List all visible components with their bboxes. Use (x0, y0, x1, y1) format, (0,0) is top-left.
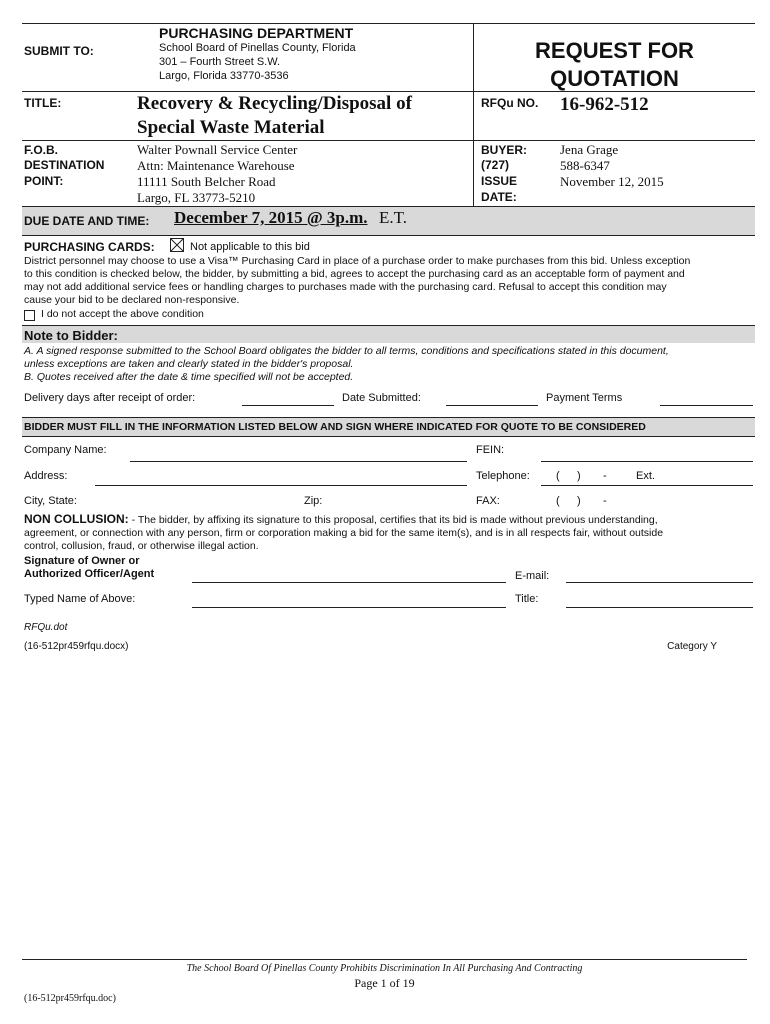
typed-name-field[interactable] (192, 607, 506, 608)
due-date-value: December 7, 2015 @ 3p.m. (174, 208, 368, 227)
collusion-text-1: - The bidder, by affixing its signature to this proposal, certifies that its bid is made without previous understanding, (128, 514, 658, 526)
issue-label-2: DATE: (481, 190, 517, 204)
note-line-a1: A. A signed response submitted to the School Board obligates the bidder to all terms, conditions and specifications stated in this document, (24, 345, 669, 357)
fob-line-3: 11111 South Belcher Road (137, 174, 276, 189)
collusion-line-1 (24, 512, 658, 526)
fein-field[interactable] (541, 461, 753, 462)
due-date-tz: E.T. (379, 208, 408, 227)
fax-open-paren: ( (556, 495, 560, 507)
company-label: Company Name: (24, 444, 107, 456)
collusion-text-2: agreement, or connection with any person, firm or corporation making a bid for the same item(s), and is in all respects fair, without outside (24, 527, 664, 539)
template-name: RFQu.dot (24, 622, 68, 633)
address-label: Address: (24, 470, 68, 482)
email-field[interactable] (566, 582, 753, 583)
title-rule (22, 91, 755, 92)
fax-label: FAX: (476, 495, 500, 507)
signature-field[interactable] (192, 582, 506, 583)
fob-rule (22, 140, 755, 141)
ext-label: Ext. (636, 470, 655, 482)
doc-title-line-2: QUOTATION (550, 66, 679, 91)
not-applicable-checkbox[interactable] (170, 238, 184, 252)
collusion-text-3: control, collusion, fraud, or otherwise illegal action. (24, 540, 259, 552)
check-x-icon (171, 239, 183, 251)
zip-label: Zip: (304, 495, 323, 507)
issue-label-1: ISSUE (481, 174, 518, 188)
category-label: Category Y (667, 641, 717, 652)
fax-dash: - (603, 495, 607, 507)
signature-label-2: Authorized Officer/Agent (24, 568, 155, 580)
pcard-text-2: to this condition is checked below, the bidder, by submitting a bid, agrees to accept the purchasing card as an acceptable form of payment and (24, 268, 685, 280)
telephone-label: Telephone: (476, 470, 530, 482)
telephone-field[interactable] (541, 485, 753, 486)
delivery-days-field[interactable] (242, 405, 334, 406)
due-date-label: DUE DATE AND TIME: (24, 214, 150, 228)
note-line-b: B. Quotes received after the date & time specified will not be accepted. (24, 371, 354, 383)
phone-open-paren: ( (556, 470, 560, 482)
signature-label-1: Signature of Owner or (24, 555, 140, 567)
payment-terms-field[interactable] (660, 405, 753, 406)
buyer-label: BUYER: (481, 143, 528, 157)
meta-filename: (16-512pr459rfqu.docx) (24, 641, 129, 652)
fob-label-1: F.O.B. (24, 143, 59, 157)
fob-line-1: Walter Pownall Service Center (137, 142, 298, 157)
address-line-1: School Board of Pinellas County, Florida (159, 42, 356, 54)
buyer-phone: 588-6347 (560, 158, 610, 173)
date-submitted-label: Date Submitted: (342, 392, 421, 404)
note-line-a2: unless exceptions are taken and clearly stated in the bidder's proposal. (24, 358, 354, 370)
issue-date: November 12, 2015 (560, 174, 664, 189)
purchasing-cards-label: PURCHASING CARDS: (24, 240, 155, 254)
rfq-label: RFQu NO. (481, 96, 539, 110)
fob-line-2: Attn: Maintenance Warehouse (137, 158, 295, 173)
address-field[interactable] (95, 485, 467, 486)
buyer-area-code: (727) (481, 158, 510, 172)
address-line-3: Largo, Florida 33770-3536 (159, 70, 289, 82)
footer-notice: The School Board Of Pinellas County Prohibits Discrimination In All Purchasing And Contracting (186, 963, 583, 974)
address-line-2: 301 – Fourth Street S.W. (159, 56, 281, 68)
pcard-text-3: may not add additional service fees or handling charges to purchases made with the purchasing card. Refusal to accept this condition may (24, 281, 667, 293)
title-value-line-2: Special Waste Material (137, 117, 325, 138)
not-applicable-label: Not applicable to this bid (190, 241, 310, 253)
dept-title: PURCHASING DEPARTMENT (159, 25, 354, 41)
pcard-text-4: cause your bid to be declared non-responsive. (24, 294, 240, 306)
bidder-banner-text: BIDDER MUST FILL IN THE INFORMATION LISTED BELOW AND SIGN WHERE INDICATED FOR QUOTE TO BE CONSIDERED (24, 421, 646, 433)
note-band (22, 325, 755, 343)
buyer-name: Jena Grage (560, 142, 619, 157)
phone-dash: - (603, 470, 607, 482)
title-field-label: Title: (515, 593, 539, 605)
fob-label-2: DESTINATION (24, 158, 105, 172)
delivery-label: Delivery days after receipt of order: (24, 392, 196, 404)
title-label: TITLE: (24, 96, 62, 110)
city-state-label: City, State: (24, 495, 77, 507)
decline-checkbox[interactable] (24, 310, 35, 321)
footer-rule (22, 959, 747, 960)
fein-label: FEIN: (476, 444, 505, 456)
company-name-field[interactable] (130, 461, 467, 462)
rfq-number: 16-962-512 (560, 94, 649, 115)
email-label: E-mail: (515, 570, 550, 582)
fax-close-paren: ) (577, 495, 581, 507)
typed-name-label: Typed Name of Above: (24, 593, 136, 605)
doc-title-line-1: REQUEST FOR (535, 38, 694, 63)
title-field[interactable] (566, 607, 753, 608)
fob-label-3: POINT: (24, 174, 64, 188)
phone-close-paren: ) (577, 470, 581, 482)
submit-to-label: SUBMIT TO: (24, 44, 94, 58)
title-value-line-1: Recovery & Recycling/Disposal of (137, 93, 412, 114)
footer-filename: (16-512pr459rfqu.doc) (24, 993, 116, 1004)
pcard-text-1: District personnel may choose to use a Visa™ Purchasing Card in place of a purchase order to make purchases from this bid. Unless exception (24, 255, 691, 267)
note-heading: Note to Bidder: (24, 328, 118, 343)
decline-label: I do not accept the above condition (41, 308, 204, 320)
payment-terms-label: Payment Terms (546, 392, 623, 404)
fob-line-4: Largo, FL 33773-5210 (137, 190, 256, 205)
collusion-heading: NON COLLUSION: (24, 512, 129, 526)
page-number: Page 1 of 19 (354, 976, 415, 990)
date-submitted-field[interactable] (446, 405, 538, 406)
top-rule (22, 23, 755, 24)
